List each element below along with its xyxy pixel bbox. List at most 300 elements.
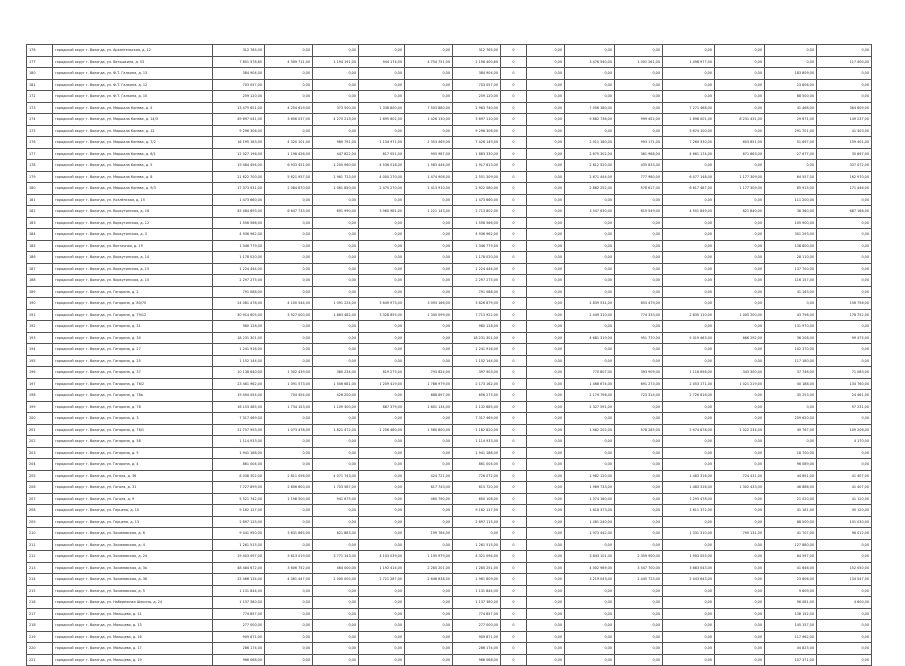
amount-cell: 0,00 (265, 332, 313, 344)
amount-cell: 426 200,00 (313, 390, 359, 402)
amount-cell: 127 880,00 (765, 539, 817, 551)
amount-cell: 0,00 (405, 344, 453, 356)
row-number: 208 (27, 505, 53, 517)
amount-cell: 1 345 099,00 (405, 309, 453, 321)
address-cell: городской округ г. Вологда, ул. Маршала Конева, д. 4 (53, 102, 213, 114)
row-number: 205 (27, 470, 53, 482)
amount-cell: 0 (501, 470, 527, 482)
amount-cell: 4 600,00 (817, 597, 872, 609)
row-number: 174 (27, 114, 53, 126)
row-number: 185 (27, 240, 53, 252)
amount-cell: 793 824,00 (405, 367, 453, 379)
table-row (27, 516, 872, 528)
amount-cell: 0,00 (715, 45, 765, 57)
amount-cell: 7 503 880,00 (405, 102, 453, 114)
table-row (27, 505, 872, 517)
amount-cell: 0 (501, 68, 527, 80)
table-row (27, 206, 872, 218)
amount-cell: 0,00 (565, 252, 615, 264)
table-row (27, 102, 872, 114)
table-body (27, 45, 872, 666)
amount-cell: 724 431,00 (715, 470, 765, 482)
amount-cell: 0,00 (715, 643, 765, 655)
amount-cell: 1 061 850,00 (313, 183, 359, 195)
amount-cell: 1 961 809,00 (453, 574, 501, 586)
amount-cell: 1 209 419,00 (359, 378, 405, 390)
row-number: 211 (27, 539, 53, 551)
amount-cell: 0,00 (615, 344, 663, 356)
amount-cell: 1 131 844,00 (213, 585, 265, 597)
address-cell: городской округ г. Вологда, ул. Герцена, д. 13 (53, 516, 213, 528)
amount-cell: 1 001 261,00 (615, 56, 663, 68)
amount-cell: 3 826 879,00 (453, 298, 501, 310)
amount-cell: 0,00 (405, 125, 453, 137)
amount-cell: 0 (501, 597, 527, 609)
amount-cell: 4 002 989,00 (565, 562, 615, 574)
amount-cell: 5 674 100,00 (663, 125, 715, 137)
row-number: 189 (27, 286, 53, 298)
amount-cell: 619 549,00 (615, 206, 663, 218)
amount-cell: 0,00 (527, 148, 565, 160)
amount-cell: 1 091 224,00 (313, 298, 359, 310)
amount-cell: 0 (501, 125, 527, 137)
amount-cell: 65 915,00 (765, 183, 817, 195)
amount-cell: 2 443 643,00 (663, 574, 715, 586)
amount-cell: 0,00 (663, 447, 715, 459)
amount-cell: 0,00 (359, 217, 405, 229)
row-number: 187 (27, 263, 53, 275)
row-number: 196 (27, 367, 53, 379)
table-row (27, 436, 872, 448)
amount-cell: 671 663,00 (715, 148, 765, 160)
amount-cell: 460 790,00 (405, 493, 453, 505)
amount-cell: 3 843 101,00 (565, 551, 615, 563)
amount-cell: 447 822,00 (313, 148, 359, 160)
address-cell: городской округ г. Вологда, ул. Гагарина, д. 5 (53, 447, 213, 459)
amount-cell: 0,00 (817, 263, 872, 275)
address-cell: городской округ г. Вологда, ул. Мальцева, д. 16 (53, 631, 213, 643)
table-row (27, 447, 872, 459)
amount-cell: 1 473 660,00 (453, 194, 501, 206)
amount-cell: 0,00 (313, 597, 359, 609)
amount-cell: 0,00 (265, 252, 313, 264)
amount-cell: 4 270 213,00 (313, 114, 359, 126)
amount-cell: 162 970,00 (817, 171, 872, 183)
amount-cell: 0 (501, 620, 527, 632)
amount-cell: 578 617,00 (615, 183, 663, 195)
row-number: 184 (27, 229, 53, 241)
amount-cell: 0 (501, 148, 527, 160)
amount-cell: 4 936 962,00 (213, 229, 265, 241)
amount-cell: 0,00 (265, 275, 313, 287)
amount-cell: 1 498 977,00 (663, 56, 715, 68)
amount-cell: 688 697,00 (405, 390, 453, 402)
row-number: 207 (27, 493, 53, 505)
amount-cell: 0,00 (265, 585, 313, 597)
amount-cell: 0,00 (527, 125, 565, 137)
row-number: 214 (27, 574, 53, 586)
amount-cell: 0,00 (405, 436, 453, 448)
amount-cell: 0,00 (313, 79, 359, 91)
amount-cell: 0,00 (313, 240, 359, 252)
amount-cell: 0,00 (615, 608, 663, 620)
amount-cell: 0,00 (765, 401, 817, 413)
amount-cell: 2 839 531,00 (565, 298, 615, 310)
amount-cell: 1 481 240,00 (565, 516, 615, 528)
amount-cell: 1 137 380,00 (213, 597, 265, 609)
amount-cell: 0,00 (313, 286, 359, 298)
amount-cell: 0,00 (359, 321, 405, 333)
amount-cell: 0,00 (565, 321, 615, 333)
amount-cell: 909 871,00 (213, 631, 265, 643)
amount-cell: 0,00 (359, 240, 405, 252)
amount-cell: 0,00 (565, 263, 615, 275)
amount-cell: 0,00 (663, 298, 715, 310)
amount-cell: 364 609,00 (817, 102, 872, 114)
amount-cell: 791 088,00 (213, 286, 265, 298)
amount-cell: 1 021 219,00 (715, 378, 765, 390)
amount-cell: 0,00 (663, 229, 715, 241)
amount-cell: 0,00 (453, 528, 501, 540)
amount-cell: 7 271 468,00 (663, 102, 715, 114)
amount-cell: 0,00 (817, 608, 872, 620)
amount-cell: 0,00 (359, 45, 405, 57)
amount-cell: 4 681 319,00 (565, 332, 615, 344)
amount-cell: 30 914 605,00 (213, 309, 265, 321)
amount-cell: 0,00 (313, 91, 359, 103)
amount-cell: 1 483 316,00 (663, 470, 715, 482)
amount-cell: 0,00 (615, 229, 663, 241)
amount-cell: 0,00 (817, 355, 872, 367)
amount-cell: 0,00 (265, 355, 313, 367)
row-number: 178 (27, 160, 53, 172)
amount-cell: 0,00 (265, 240, 313, 252)
amount-cell: 0,00 (359, 344, 405, 356)
amount-cell: 0,00 (565, 194, 615, 206)
amount-cell: 0,00 (715, 56, 765, 68)
amount-cell: 0,00 (527, 528, 565, 540)
amount-cell: 384 904,00 (213, 68, 265, 80)
amount-cell: 0 (501, 344, 527, 356)
amount-cell: 0,00 (527, 539, 565, 551)
amount-cell: 4 320 101,00 (265, 137, 313, 149)
table-row (27, 263, 872, 275)
table-row (27, 171, 872, 183)
amount-cell: 1 302 439,00 (265, 367, 313, 379)
amount-cell: 0,00 (615, 286, 663, 298)
amount-cell: 0,00 (765, 160, 817, 172)
table-row (27, 643, 872, 655)
amount-cell: 105 900,00 (765, 217, 817, 229)
row-number: 215 (27, 585, 53, 597)
amount-cell: 2 922 080,00 (453, 183, 501, 195)
amount-cell: 0,00 (265, 263, 313, 275)
amount-cell: 0,00 (615, 585, 663, 597)
amount-cell: 0,00 (359, 516, 405, 528)
amount-cell: 41 163,00 (765, 286, 817, 298)
row-number: 218 (27, 620, 53, 632)
address-cell: городской округ г. Вологда, ул. Воркутинская, д. 14 (53, 252, 213, 264)
amount-cell: 0,00 (359, 91, 405, 103)
table-row (27, 413, 872, 425)
amount-cell: 0 (501, 413, 527, 425)
amount-cell: 0,00 (265, 321, 313, 333)
amount-cell: 43 796,00 (765, 309, 817, 321)
amount-cell: 0,00 (817, 459, 872, 471)
amount-cell: 704 454,00 (265, 390, 313, 402)
table-row (27, 160, 872, 172)
amount-cell: 2 811 056,00 (265, 470, 313, 482)
amount-cell: 0,00 (405, 539, 453, 551)
amount-cell: 19 494 054,00 (213, 390, 265, 402)
amount-cell: 0 (501, 505, 527, 517)
address-cell: городской округ г. Вологда, ул. Воркутинская, д. 15 (53, 263, 213, 275)
amount-cell: 1 178 020,00 (213, 252, 265, 264)
amount-cell: 1 285 251,00 (453, 562, 501, 574)
amount-cell: 0,00 (663, 160, 715, 172)
table-row (27, 424, 872, 436)
amount-cell: 1 703 587,00 (313, 482, 359, 494)
amount-cell: 49 767,00 (765, 424, 817, 436)
amount-cell: 0,00 (715, 493, 765, 505)
amount-cell: 0,00 (615, 194, 663, 206)
amount-cell: 1 005 200,00 (715, 309, 765, 321)
amount-cell: 0,00 (565, 355, 615, 367)
row-number: 217 (27, 608, 53, 620)
amount-cell: 0,00 (615, 516, 663, 528)
amount-cell: 1 374 180,00 (565, 493, 615, 505)
amount-cell: 0 (501, 252, 527, 264)
amount-cell: 134 760,00 (817, 378, 872, 390)
amount-cell: 2 174 796,00 (565, 390, 615, 402)
amount-cell: 0,00 (405, 597, 453, 609)
address-cell: городской округ г. Вологда, ул. Гагарина, д. 78 (53, 401, 213, 413)
amount-cell: 0,00 (663, 608, 715, 620)
amount-cell: 1 177 309,00 (715, 183, 765, 195)
amount-cell: 384 904,00 (453, 68, 501, 80)
amount-cell: 0,00 (265, 631, 313, 643)
amount-cell: 0,00 (615, 597, 663, 609)
amount-cell: 0,00 (527, 424, 565, 436)
amount-cell: 0,00 (313, 217, 359, 229)
amount-cell: 0,00 (265, 68, 313, 80)
amount-cell: 0,00 (715, 229, 765, 241)
table-row (27, 240, 872, 252)
amount-cell: 1 091 573,00 (265, 378, 313, 390)
amount-cell: 107 371,00 (765, 654, 817, 666)
amount-cell: 4 071 743,00 (313, 470, 359, 482)
amount-cell: 0,00 (765, 45, 817, 57)
amount-cell: 1 338 800,00 (359, 102, 405, 114)
amount-cell: 0,00 (359, 631, 405, 643)
address-cell: городской округ г. Вологда, ул. Гоголя, д. 9 (53, 493, 213, 505)
amount-cell: 111 200,00 (765, 194, 817, 206)
address-cell: городской округ г. Вологда, ул. Гагарина, д. 3 (53, 413, 213, 425)
amount-cell: 21 622 700,00 (213, 171, 265, 183)
amount-cell: 0,00 (615, 470, 663, 482)
amount-cell: 0,00 (527, 355, 565, 367)
amount-cell: 102 370,00 (765, 344, 817, 356)
amount-cell: 17 373 931,00 (213, 183, 265, 195)
address-cell: городской округ г. Вологда, ул. Мальцева, д. 11 (53, 608, 213, 620)
amount-cell: 1 177 309,00 (715, 171, 765, 183)
amount-cell: 1 134 971,00 (359, 137, 405, 149)
row-number: 181 (27, 194, 53, 206)
table-row (27, 574, 872, 586)
address-cell: городской округ г. Вологда, ул. Гагарина, д. 31 (53, 321, 213, 333)
amount-cell: 0,00 (527, 56, 565, 68)
amount-cell: 71 083,00 (817, 367, 872, 379)
amount-cell: 0,00 (265, 436, 313, 448)
amount-cell: 28 110,00 (765, 252, 817, 264)
amount-cell: 0,00 (663, 654, 715, 666)
row-number: 191 (27, 309, 53, 321)
address-cell: городской округ г. Вологда, ул. Ф.Т. Галкина, д. 12 (53, 79, 213, 91)
row-number: 193 (27, 332, 53, 344)
amount-cell: 0,00 (663, 321, 715, 333)
amount-cell: 3 771 143,00 (313, 551, 359, 563)
address-cell: городской округ г. Вологда, ул. Гагарина, д. 76/1 (53, 424, 213, 436)
amount-cell: 0,00 (527, 252, 565, 264)
row-number: 202 (27, 436, 53, 448)
address-cell: городской округ г. Вологда, ул. Маршала Конева, д. 8 (53, 171, 213, 183)
amount-cell: 0 (501, 206, 527, 218)
amount-cell: 0,00 (663, 240, 715, 252)
amount-cell: 3 328 855,00 (359, 309, 405, 321)
amount-cell: 0,00 (817, 585, 872, 597)
amount-cell: 1 969 733,00 (565, 482, 615, 494)
amount-cell: 424 721,00 (405, 470, 453, 482)
address-cell: городской округ г. Вологда, ул. Зосимовская, д. 6 (53, 528, 213, 540)
amount-cell: 0,00 (405, 355, 453, 367)
amount-cell: 0,00 (527, 620, 565, 632)
address-cell: городской округ г. Вологда, ул. Зосимовская, д. 24 (53, 551, 213, 563)
amount-cell: 0 (501, 424, 527, 436)
amount-cell: 0,00 (663, 459, 715, 471)
amount-cell: 0,00 (527, 45, 565, 57)
amount-cell: 0,00 (359, 252, 405, 264)
amount-cell: 4 254 619,00 (265, 102, 313, 114)
amount-cell: 0 (501, 654, 527, 666)
amount-cell: 819 275,00 (359, 367, 405, 379)
amount-cell: 1 560 800,00 (405, 424, 453, 436)
table-row (27, 298, 872, 310)
amount-cell: 397 903,00 (453, 367, 501, 379)
amount-cell: 1 346 779,00 (453, 240, 501, 252)
amount-cell: 3 547 700,00 (615, 562, 663, 574)
amount-cell: 0,00 (359, 68, 405, 80)
amount-cell: 380 234,00 (313, 367, 359, 379)
amount-cell: 97 231,00 (817, 401, 872, 413)
amount-cell: 0,00 (615, 539, 663, 551)
amount-cell: 1 346 779,00 (213, 240, 265, 252)
amount-cell: 45 120,00 (817, 505, 872, 517)
amount-cell: 726 072,00 (453, 470, 501, 482)
amount-cell: 2 453 171,00 (663, 378, 715, 390)
amount-cell: 0,00 (265, 217, 313, 229)
amount-cell: 41 707,00 (765, 528, 817, 540)
amount-cell: 0,00 (715, 516, 765, 528)
amount-cell: 99 475,00 (817, 332, 872, 344)
amount-cell: 0,00 (565, 275, 615, 287)
amount-cell: 0,00 (615, 482, 663, 494)
row-number: 203 (27, 447, 53, 459)
address-cell: городской округ г. Вологда, ул. Набережная Шексны, д. 24 (53, 597, 213, 609)
amount-cell: 2 132 885,00 (453, 401, 501, 413)
amount-cell: 2 612 520,00 (565, 160, 615, 172)
address-cell: городской округ г. Вологда, ул. Гагарина, д. 78а (53, 390, 213, 402)
amount-cell: 1 224 444,00 (453, 263, 501, 275)
amount-cell: 171 446,00 (817, 183, 872, 195)
amount-cell: 0,00 (527, 102, 565, 114)
amount-cell: 0 (501, 79, 527, 91)
amount-cell: 0,00 (527, 551, 565, 563)
amount-cell: 0,00 (715, 240, 765, 252)
amount-cell: 44 825,00 (765, 643, 817, 655)
amount-cell: 1 473 660,00 (213, 194, 265, 206)
amount-cell: 0,00 (615, 263, 663, 275)
amount-cell: 3 683 043,00 (663, 562, 715, 574)
address-cell: городской округ г. Вологда, ул. Воркутинская, д. 3 (53, 229, 213, 241)
amount-cell: 0,00 (359, 413, 405, 425)
amount-cell: 0,00 (715, 413, 765, 425)
amount-cell: 0,00 (359, 286, 405, 298)
amount-cell: 109 206,00 (817, 424, 872, 436)
amount-cell: 0,00 (615, 620, 663, 632)
amount-cell: 4 103 039,00 (359, 551, 405, 563)
amount-cell: 0,00 (663, 585, 715, 597)
address-cell: городской округ г. Вологда, ул. Гоголя, д. 31 (53, 482, 213, 494)
amount-cell: 0,00 (615, 45, 663, 57)
amount-cell: 0,00 (527, 217, 565, 229)
amount-cell: 0,00 (615, 401, 663, 413)
amount-cell: 0,00 (817, 194, 872, 206)
row-number: 199 (27, 401, 53, 413)
amount-cell: 25 466 134,00 (213, 574, 265, 586)
amount-cell: 0,00 (405, 91, 453, 103)
amount-cell: 887 379,00 (359, 401, 405, 413)
amount-cell: 0,00 (715, 505, 765, 517)
amount-cell: 1 137 380,00 (453, 597, 501, 609)
amount-cell: 0,00 (565, 125, 615, 137)
address-cell: городской округ г. Вологда, ул. Гагарина, д. 27 (53, 344, 213, 356)
amount-cell: 0 (501, 516, 527, 528)
amount-cell: 2 806 600,00 (265, 482, 313, 494)
amount-cell: 0,00 (359, 390, 405, 402)
table-row (27, 401, 872, 413)
amount-cell: 0,00 (663, 597, 715, 609)
amount-cell: 4 100 544,00 (265, 298, 313, 310)
amount-cell: 3 547 630,00 (565, 206, 615, 218)
amount-cell: 0,00 (817, 620, 872, 632)
amount-cell: 0,00 (527, 631, 565, 643)
amount-cell: 0,00 (817, 631, 872, 643)
amount-cell: 0,00 (715, 597, 765, 609)
row-number: 173 (27, 102, 53, 114)
amount-cell: 0,00 (527, 263, 565, 275)
amount-cell: 159 401,00 (817, 137, 872, 149)
amount-cell: 0,00 (405, 654, 453, 666)
amount-cell: 0,00 (527, 275, 565, 287)
row-number: 197 (27, 378, 53, 390)
row-number: 210 (27, 528, 53, 540)
amount-cell: 0,00 (817, 413, 872, 425)
amount-cell: 16 153 485,00 (213, 401, 265, 413)
amount-cell: 35 253,00 (765, 390, 817, 402)
amount-cell: 723 314,00 (615, 390, 663, 402)
amount-cell: 0 (501, 114, 527, 126)
amount-cell: 259 120,00 (213, 91, 265, 103)
